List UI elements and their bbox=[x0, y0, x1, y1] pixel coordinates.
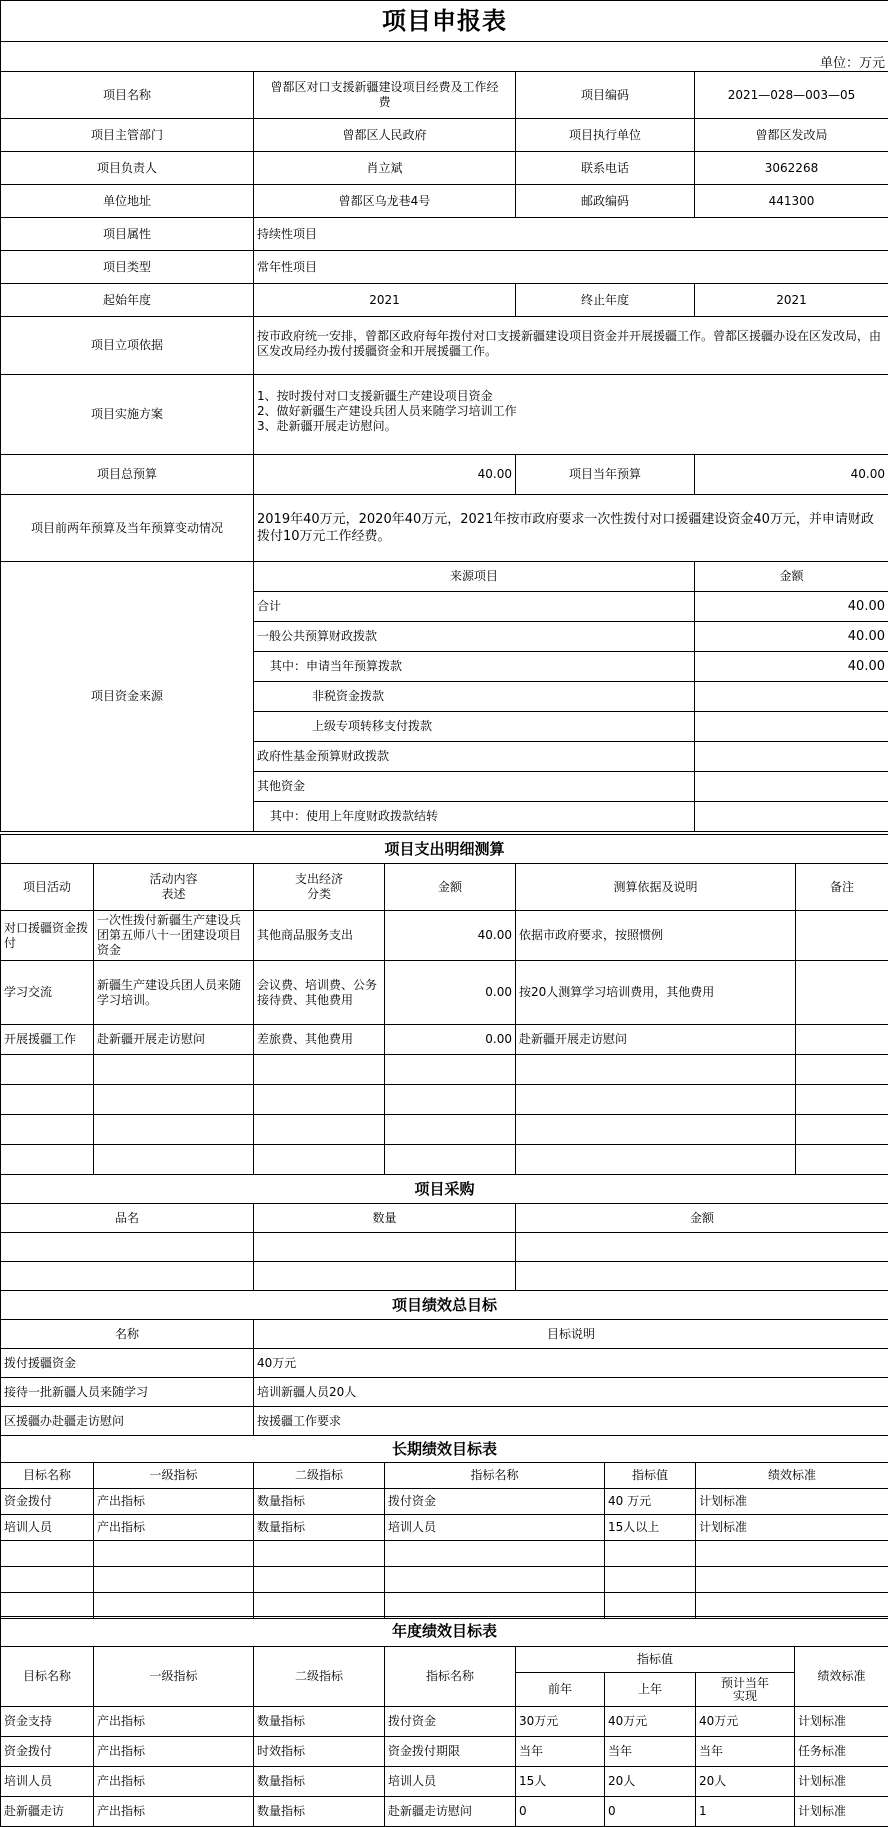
annual-cell: 计划标准 bbox=[795, 1707, 888, 1737]
funding-row-name: 其中：使用上年度财政拨款结转 bbox=[254, 802, 695, 832]
annual-cell: 数量指标 bbox=[254, 1797, 385, 1827]
long-header: 绩效标准 bbox=[696, 1463, 888, 1489]
perf-cell: 拨付援疆资金 bbox=[1, 1349, 254, 1378]
table-row bbox=[1, 1593, 888, 1619]
expense-header-class: 支出经济 分类 bbox=[254, 864, 385, 911]
annual-cell: 40万元 bbox=[605, 1707, 696, 1737]
annual-header-expect: 预计当年 实现 bbox=[696, 1673, 795, 1707]
long-cell: 40 万元 bbox=[605, 1489, 696, 1515]
long-cell: 数量指标 bbox=[254, 1489, 385, 1515]
budget-change-label: 项目前两年预算及当年预算变动情况 bbox=[1, 495, 254, 562]
start-year-value: 2021 bbox=[254, 284, 516, 317]
expense-cell: 差旅费、其他费用 bbox=[254, 1025, 385, 1055]
annual-cell: 产出指标 bbox=[94, 1707, 254, 1737]
table-row bbox=[1, 1567, 888, 1593]
current-budget-label: 项目当年预算 bbox=[516, 455, 695, 495]
long-cell: 计划标准 bbox=[696, 1515, 888, 1541]
annual-cell: 拨付资金 bbox=[385, 1707, 516, 1737]
expense-section-title: 项目支出明细测算 bbox=[1, 835, 888, 864]
annual-cell: 产出指标 bbox=[94, 1737, 254, 1767]
funding-source-label: 项目资金来源 bbox=[1, 562, 254, 832]
type-label: 项目类型 bbox=[1, 251, 254, 284]
attribute-value: 持续性项目 bbox=[254, 218, 888, 251]
purchase-section-title: 项目采购 bbox=[1, 1175, 888, 1204]
expense-cell: 新疆生产建设兵团人员来随学习培训。 bbox=[94, 961, 254, 1025]
exec-unit-value: 曾都区发改局 bbox=[695, 119, 888, 152]
expense-cell: 对口援疆资金拨付 bbox=[1, 911, 94, 961]
phone-label: 联系电话 bbox=[516, 152, 695, 185]
annual-cell: 培训人员 bbox=[385, 1767, 516, 1797]
annual-cell: 产出指标 bbox=[94, 1767, 254, 1797]
annual-cell: 资金支持 bbox=[1, 1707, 94, 1737]
expense-detail-table bbox=[0, 834, 888, 1175]
annual-goal-table bbox=[0, 1616, 888, 1827]
expense-cell: 开展援疆工作 bbox=[1, 1025, 94, 1055]
long-header: 指标名称 bbox=[385, 1463, 605, 1489]
annual-cell: 计划标准 bbox=[795, 1767, 888, 1797]
expense-cell: 赴新疆开展走访慰问 bbox=[94, 1025, 254, 1055]
funding-row-amount: 40.00 bbox=[695, 652, 888, 682]
annual-cell: 当年 bbox=[696, 1737, 795, 1767]
expense-cell: 0.00 bbox=[385, 961, 516, 1025]
annual-cell: 15人 bbox=[516, 1767, 605, 1797]
address-label: 单位地址 bbox=[1, 185, 254, 218]
funding-row-amount bbox=[695, 682, 888, 712]
funding-row-amount bbox=[695, 742, 888, 772]
address-value: 曾都区乌龙巷4号 bbox=[254, 185, 516, 218]
expense-cell: 0.00 bbox=[385, 1025, 516, 1055]
plan-item: 3、赴新疆开展走访慰问。 bbox=[257, 419, 397, 433]
exec-unit-label: 项目执行单位 bbox=[516, 119, 695, 152]
annual-cell: 任务标准 bbox=[795, 1737, 888, 1767]
long-cell: 培训人员 bbox=[1, 1515, 94, 1541]
expense-header-activity: 项目活动 bbox=[1, 864, 94, 911]
expense-cell: 会议费、培训费、公务接待费、其他费用 bbox=[254, 961, 385, 1025]
long-header: 指标值 bbox=[605, 1463, 696, 1489]
funding-amount-header: 金额 bbox=[695, 562, 888, 592]
plan-item: 2、做好新疆生产建设兵团人员来随学习培训工作 bbox=[257, 404, 517, 418]
expense-cell bbox=[796, 961, 888, 1025]
project-name-label: 项目名称 bbox=[1, 72, 254, 119]
funding-row-name: 政府性基金预算财政拨款 bbox=[254, 742, 695, 772]
annual-cell: 0 bbox=[605, 1797, 696, 1827]
purchase-header-amount: 金额 bbox=[516, 1204, 888, 1233]
expense-cell: 其他商品服务支出 bbox=[254, 911, 385, 961]
annual-cell: 培训人员 bbox=[1, 1767, 94, 1797]
purchase-table bbox=[0, 1174, 888, 1291]
end-year-value: 2021 bbox=[695, 284, 888, 317]
project-code-label: 项目编码 bbox=[516, 72, 695, 119]
table-row bbox=[1, 1541, 888, 1567]
page-title: 项目申报表 bbox=[1, 1, 888, 42]
phone-value: 3062268 bbox=[695, 152, 888, 185]
annual-header-std: 绩效标准 bbox=[795, 1647, 888, 1707]
table-row bbox=[1, 1145, 888, 1175]
funding-row-name: 其他资金 bbox=[254, 772, 695, 802]
long-term-goal-table bbox=[0, 1435, 888, 1619]
annual-cell: 计划标准 bbox=[795, 1797, 888, 1827]
table-row bbox=[1, 1115, 888, 1145]
expense-cell: 40.00 bbox=[385, 911, 516, 961]
type-value: 常年性项目 bbox=[254, 251, 888, 284]
expense-cell: 学习交流 bbox=[1, 961, 94, 1025]
purchase-header-qty: 数量 bbox=[254, 1204, 516, 1233]
expense-cell bbox=[796, 1025, 888, 1055]
table-row bbox=[1, 1262, 888, 1291]
annual-cell: 0 bbox=[516, 1797, 605, 1827]
annual-cell: 当年 bbox=[516, 1737, 605, 1767]
annual-cell: 20人 bbox=[696, 1767, 795, 1797]
attribute-label: 项目属性 bbox=[1, 218, 254, 251]
long-cell: 计划标准 bbox=[696, 1489, 888, 1515]
project-code-value: 2021—028—003—05 bbox=[695, 72, 888, 119]
funding-row-name: 合计 bbox=[254, 592, 695, 622]
current-budget-value: 40.00 bbox=[695, 455, 888, 495]
long-header: 一级指标 bbox=[94, 1463, 254, 1489]
annual-cell: 数量指标 bbox=[254, 1707, 385, 1737]
funding-row-amount bbox=[695, 772, 888, 802]
expense-cell: 按20人测算学习培训费用，其他费用 bbox=[516, 961, 796, 1025]
long-cell: 数量指标 bbox=[254, 1515, 385, 1541]
plan-label: 项目实施方案 bbox=[1, 375, 254, 455]
annual-cell: 1 bbox=[696, 1797, 795, 1827]
expense-cell bbox=[796, 911, 888, 961]
expense-header-content: 活动内容 表述 bbox=[94, 864, 254, 911]
annual-cell: 20人 bbox=[605, 1767, 696, 1797]
leader-label: 项目负责人 bbox=[1, 152, 254, 185]
table-row bbox=[1, 1055, 888, 1085]
annual-header-goal: 目标名称 bbox=[1, 1647, 94, 1707]
perf-cell: 按援疆工作要求 bbox=[254, 1407, 888, 1436]
perf-cell: 培训新疆人员20人 bbox=[254, 1378, 888, 1407]
basis-value: 按市政府统一安排，曾都区政府每年拨付对口支援新疆建设项目资金并开展援疆工作。曾都区援疆办设在区发改局，由区发改局经办拨付援疆资金和开展援疆工作。 bbox=[254, 317, 888, 375]
annual-header-name: 指标名称 bbox=[385, 1647, 516, 1707]
annual-header-l1: 一级指标 bbox=[94, 1647, 254, 1707]
funding-row-amount: 40.00 bbox=[695, 592, 888, 622]
start-year-label: 起始年度 bbox=[1, 284, 254, 317]
annual-cell: 数量指标 bbox=[254, 1767, 385, 1797]
annual-cell: 30万元 bbox=[516, 1707, 605, 1737]
annual-cell: 赴新疆走访慰问 bbox=[385, 1797, 516, 1827]
basis-label: 项目立项依据 bbox=[1, 317, 254, 375]
table-row bbox=[1, 1233, 888, 1262]
project-name-value: 曾都区对口支援新疆建设项目经费及工作经费 bbox=[254, 72, 516, 119]
total-budget-value: 40.00 bbox=[254, 455, 516, 495]
annual-cell: 时效指标 bbox=[254, 1737, 385, 1767]
funding-row-name: 非税资金拨款 bbox=[254, 682, 695, 712]
annual-cell: 产出指标 bbox=[94, 1797, 254, 1827]
perf-header-name: 名称 bbox=[1, 1320, 254, 1349]
plan-value bbox=[254, 375, 888, 455]
annual-cell: 资金拨付 bbox=[1, 1737, 94, 1767]
long-header: 二级指标 bbox=[254, 1463, 385, 1489]
long-header: 目标名称 bbox=[1, 1463, 94, 1489]
funding-row-amount bbox=[695, 802, 888, 832]
zip-value: 441300 bbox=[695, 185, 888, 218]
expense-cell: 赴新疆开展走访慰问 bbox=[516, 1025, 796, 1055]
perf-cell: 区援疆办赴疆走访慰问 bbox=[1, 1407, 254, 1436]
funding-row-name: 上级专项转移支付拨款 bbox=[254, 712, 695, 742]
expense-header-amount: 金额 bbox=[385, 864, 516, 911]
project-info-table bbox=[0, 0, 888, 832]
perf-header-desc: 目标说明 bbox=[254, 1320, 888, 1349]
annual-cell: 当年 bbox=[605, 1737, 696, 1767]
annual-header-last: 上年 bbox=[605, 1673, 696, 1707]
expense-header-basis: 测算依据及说明 bbox=[516, 864, 796, 911]
dept-label: 项目主管部门 bbox=[1, 119, 254, 152]
purchase-header-name: 品名 bbox=[1, 1204, 254, 1233]
funding-row-amount bbox=[695, 712, 888, 742]
annual-cell: 赴新疆走访 bbox=[1, 1797, 94, 1827]
zip-label: 邮政编码 bbox=[516, 185, 695, 218]
expense-header-note: 备注 bbox=[796, 864, 888, 911]
plan-item: 1、按时拨付对口支援新疆生产建设项目资金 bbox=[257, 389, 493, 403]
long-cell: 拨付资金 bbox=[385, 1489, 605, 1515]
annual-cell: 40万元 bbox=[696, 1707, 795, 1737]
funding-row-name: 一般公共预算财政拨款 bbox=[254, 622, 695, 652]
leader-value: 肖立斌 bbox=[254, 152, 516, 185]
annual-header-value: 指标值 bbox=[516, 1647, 795, 1673]
long-cell: 培训人员 bbox=[385, 1515, 605, 1541]
unit-label: 单位：万元 bbox=[1, 42, 888, 72]
end-year-label: 终止年度 bbox=[516, 284, 695, 317]
annual-section-title: 年度绩效目标表 bbox=[1, 1617, 888, 1647]
expense-cell: 依据市政府要求，按照惯例 bbox=[516, 911, 796, 961]
performance-goal-table bbox=[0, 1290, 888, 1436]
annual-header-prev: 前年 bbox=[516, 1673, 605, 1707]
long-cell: 产出指标 bbox=[94, 1489, 254, 1515]
long-cell: 产出指标 bbox=[94, 1515, 254, 1541]
dept-value: 曾都区人民政府 bbox=[254, 119, 516, 152]
perf-section-title: 项目绩效总目标 bbox=[1, 1291, 888, 1320]
funding-row-amount: 40.00 bbox=[695, 622, 888, 652]
budget-change-value: 2019年40万元，2020年40万元，2021年按市政府要求一次性拨付对口援疆建设资金40万元，并申请财政拨付10万元工作经费。 bbox=[254, 495, 888, 562]
annual-header-l2: 二级指标 bbox=[254, 1647, 385, 1707]
funding-source-header: 来源项目 bbox=[254, 562, 695, 592]
table-row bbox=[1, 1085, 888, 1115]
perf-cell: 接待一批新疆人员来随学习 bbox=[1, 1378, 254, 1407]
total-budget-label: 项目总预算 bbox=[1, 455, 254, 495]
long-cell: 15人以上 bbox=[605, 1515, 696, 1541]
expense-cell: 一次性拨付新疆生产建设兵团第五师八十一团建设项目资金 bbox=[94, 911, 254, 961]
annual-cell: 资金拨付期限 bbox=[385, 1737, 516, 1767]
long-section-title: 长期绩效目标表 bbox=[1, 1436, 888, 1463]
long-cell: 资金拨付 bbox=[1, 1489, 94, 1515]
funding-row-name: 其中：申请当年预算拨款 bbox=[254, 652, 695, 682]
perf-cell: 40万元 bbox=[254, 1349, 888, 1378]
